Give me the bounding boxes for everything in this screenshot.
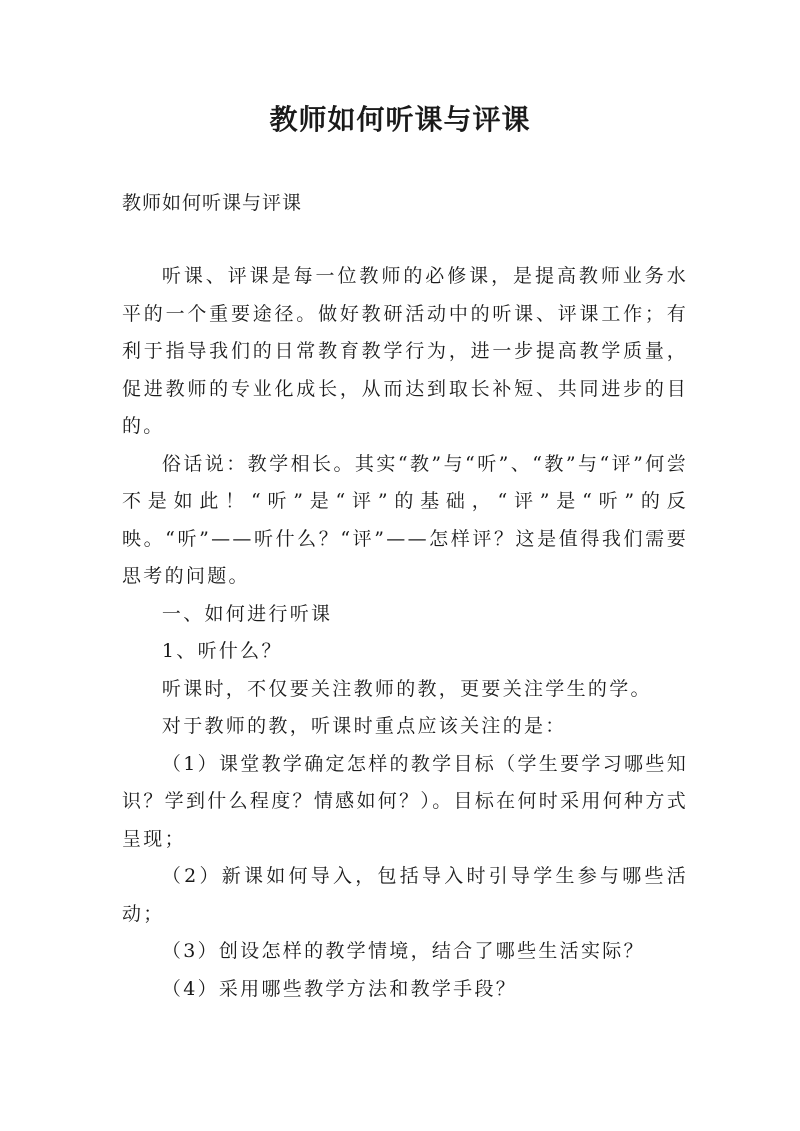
list-item-1: （1）课堂教学确定怎样的教学目标（学生要学习哪些知识？学到什么程度？情感如何？）。目标在何时采用何种方式呈现； xyxy=(122,752,688,850)
list-item-3: （3）创设怎样的教学情境，结合了哪些生活实际？ xyxy=(161,940,645,962)
document-title: 教师如何听课与评课 xyxy=(269,103,531,136)
paragraph-teacher-focus: 对于教师的教，听课时重点应该关注的是： xyxy=(161,715,567,737)
list-item-2: （2）新课如何导入，包括导入时引导学生参与哪些活动； xyxy=(122,865,688,925)
document-body xyxy=(122,258,688,1008)
paragraph-focus: 听课时，不仅要关注教师的教，更要关注学生的学。 xyxy=(161,677,652,700)
paragraph-intro: 听课、评课是每一位教师的必修课，是提高教师业务水平的一个重要途径。做好教研活动中的听课、评课工作；有利于指导我们的日常教育教学行为，进一步提高教学质量，促进教师的专业化成长，从而达到取长补短、共同进步的目的。 xyxy=(122,265,688,437)
subsection-heading-what-to-listen: 1、听什么？ xyxy=(161,640,283,662)
section-heading-listening: 一、如何进行听课 xyxy=(161,602,333,625)
list-item-4: （4）采用哪些教学方法和教学手段？ xyxy=(161,977,518,1000)
document-subtitle: 教师如何听课与评课 xyxy=(122,192,303,214)
paragraph-saying: 俗话说：教学相长。其实“教”与“听”、“教”与“评”何尝不是如此！“听”是“评”的基础，“评”是“听”的反映。“听”——听什么？“评”——怎样评？这是值得我们需要思考的问题。 xyxy=(122,452,688,587)
